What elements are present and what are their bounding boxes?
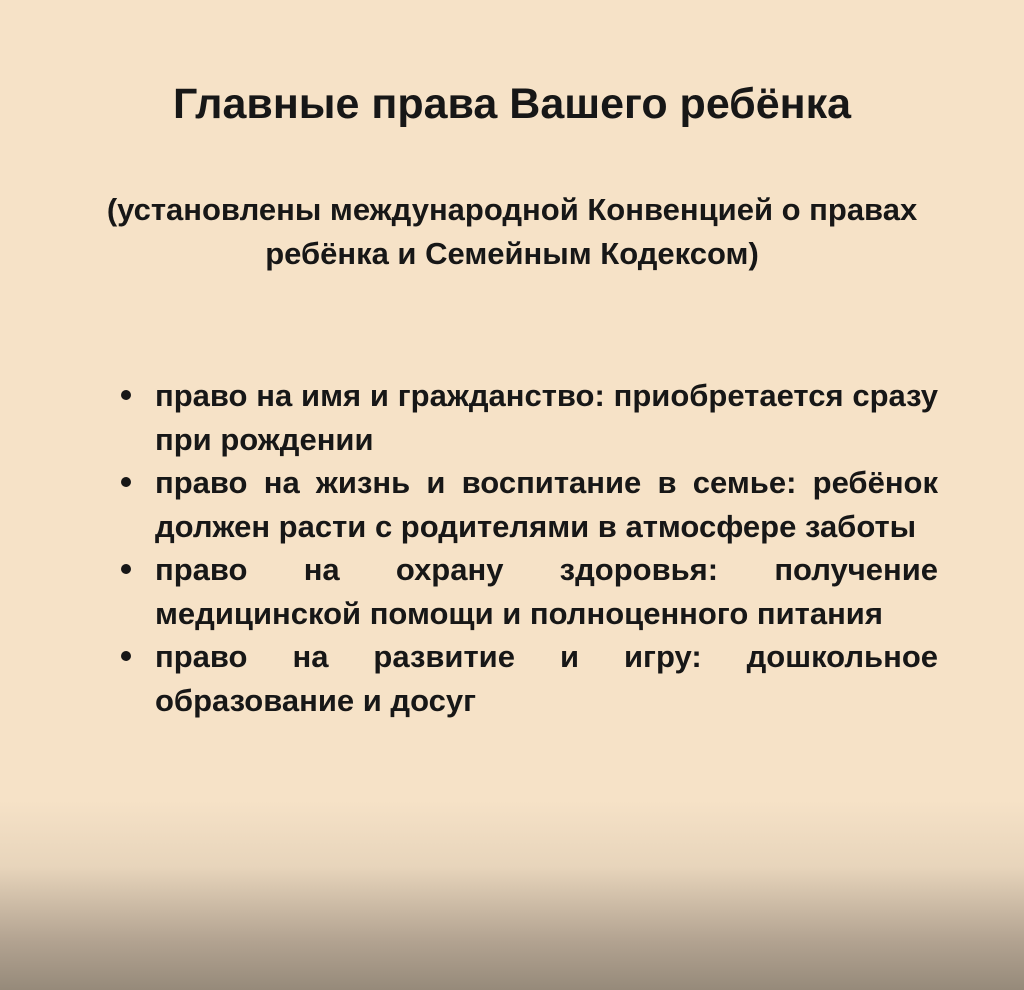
page-subtitle: (установлены международной Конвенцией о правах ребёнка и Семейным Кодексом)	[106, 192, 918, 271]
bottom-shadow-gradient	[0, 800, 1024, 990]
list-item-text: право на имя и гражданство: приобретается сразу при рождении	[155, 378, 938, 457]
bullet-icon	[121, 651, 131, 661]
list-item-health	[155, 548, 938, 635]
list-item-text: право на жизнь и воспитание в семье: ребёнок должен расти с родителями в атмосфере заботы	[155, 465, 938, 544]
bullet-icon	[121, 477, 131, 487]
list-item-name-citizenship	[155, 374, 938, 461]
list-item-text: право на охрану здоровья: получение медицинской помощи и полноценного питания	[155, 552, 938, 631]
page-title: Главные права Вашего ребёнка	[172, 80, 852, 128]
rights-list	[0, 374, 1024, 722]
list-item-life-family	[155, 461, 938, 548]
list-item-development-play	[155, 635, 938, 722]
bullet-icon	[121, 564, 131, 574]
list-item-text: право на развитие и игру: дошкольное образование и досуг	[155, 639, 938, 718]
bullet-icon	[121, 390, 131, 400]
